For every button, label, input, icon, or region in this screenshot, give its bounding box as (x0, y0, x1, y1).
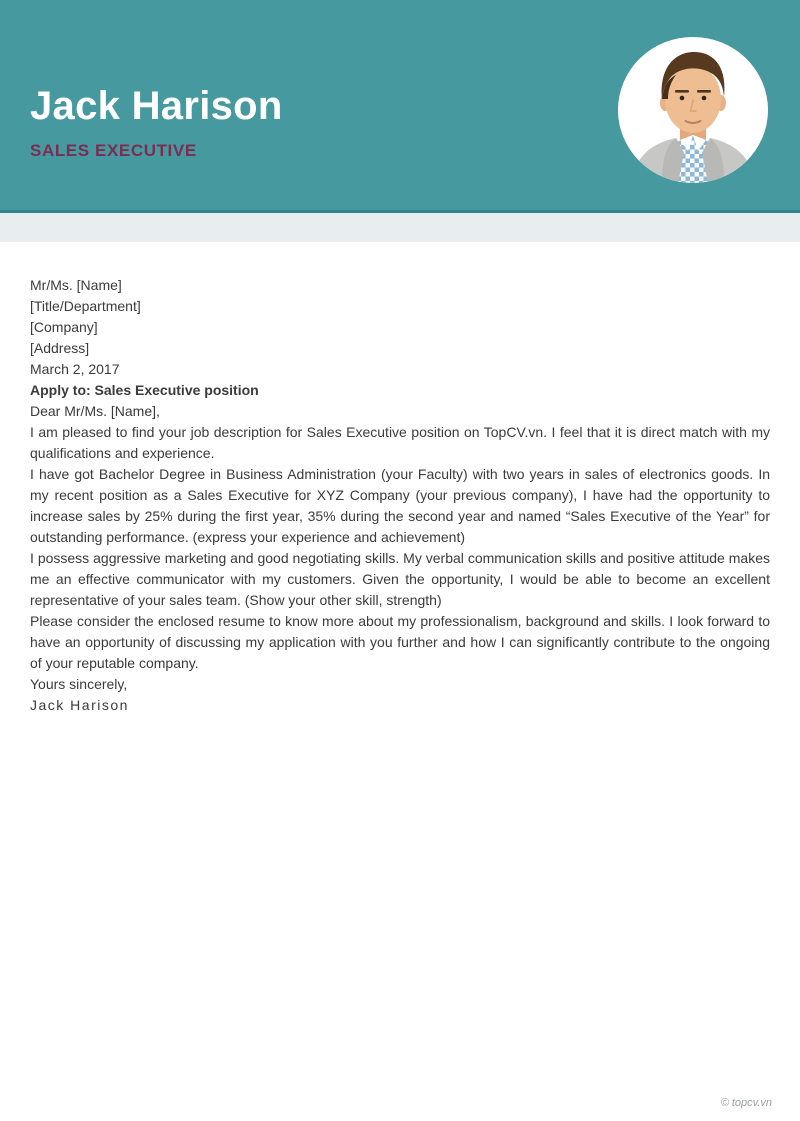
site-credit: © topcv.vn (720, 1097, 772, 1109)
candidate-name: Jack Harison (30, 84, 283, 128)
recipient-company-line: [Company] (30, 319, 98, 335)
letter-paragraph: I have got Bachelor Degree in Business Administration (your Faculty) with two years in sales of electronics goods. In my recent position as a Sales Executive for XYZ Company (your previous company), I have had the opportunity to increase sales by 25% during the first year, 35% during the second year and named “Sales Executive of the Year” for outstanding performance. (express your experience and achievement) (30, 466, 770, 545)
profile-photo (618, 37, 768, 183)
recipient-block (30, 275, 770, 359)
letter-date: March 2, 2017 (30, 361, 120, 377)
recipient-name-line: Mr/Ms. [Name] (30, 277, 122, 293)
header-text-block (30, 84, 283, 161)
recipient-address-line: [Address] (30, 340, 90, 356)
letter-paragraph: Please consider the enclosed resume to know more about my professionalism, background and skills. I look forward to have an opportunity of discussing my application with you further and how I can significantly contribute to the ongoing of your reputable company. (30, 613, 770, 671)
candidate-job-title: SALES EXECUTIVE (30, 141, 197, 160)
letter-paragraph: I am pleased to find your job description for Sales Executive position on TopCV.vn. I feel that it is direct match with my qualifications and experience. (30, 424, 770, 461)
letter-signature: Jack Harison (30, 697, 129, 713)
letter-salutation: Dear Mr/Ms. [Name], (30, 403, 160, 419)
letter-paragraph: I possess aggressive marketing and good negotiating skills. My verbal communication skills and positive attitude makes me an effective communicator with my customers. Given the opportunity, I would be able to become an excellent representative of your sales team. (Show your other skill, strength) (30, 550, 770, 608)
man-portrait-icon (618, 37, 768, 183)
cover-letter-body (0, 242, 800, 716)
header-banner (0, 0, 800, 213)
header-accent-strip (0, 213, 800, 242)
recipient-title-line: [Title/Department] (30, 298, 141, 314)
letter-subject: Apply to: Sales Executive position (30, 382, 259, 398)
letter-closing: Yours sincerely, (30, 676, 128, 692)
